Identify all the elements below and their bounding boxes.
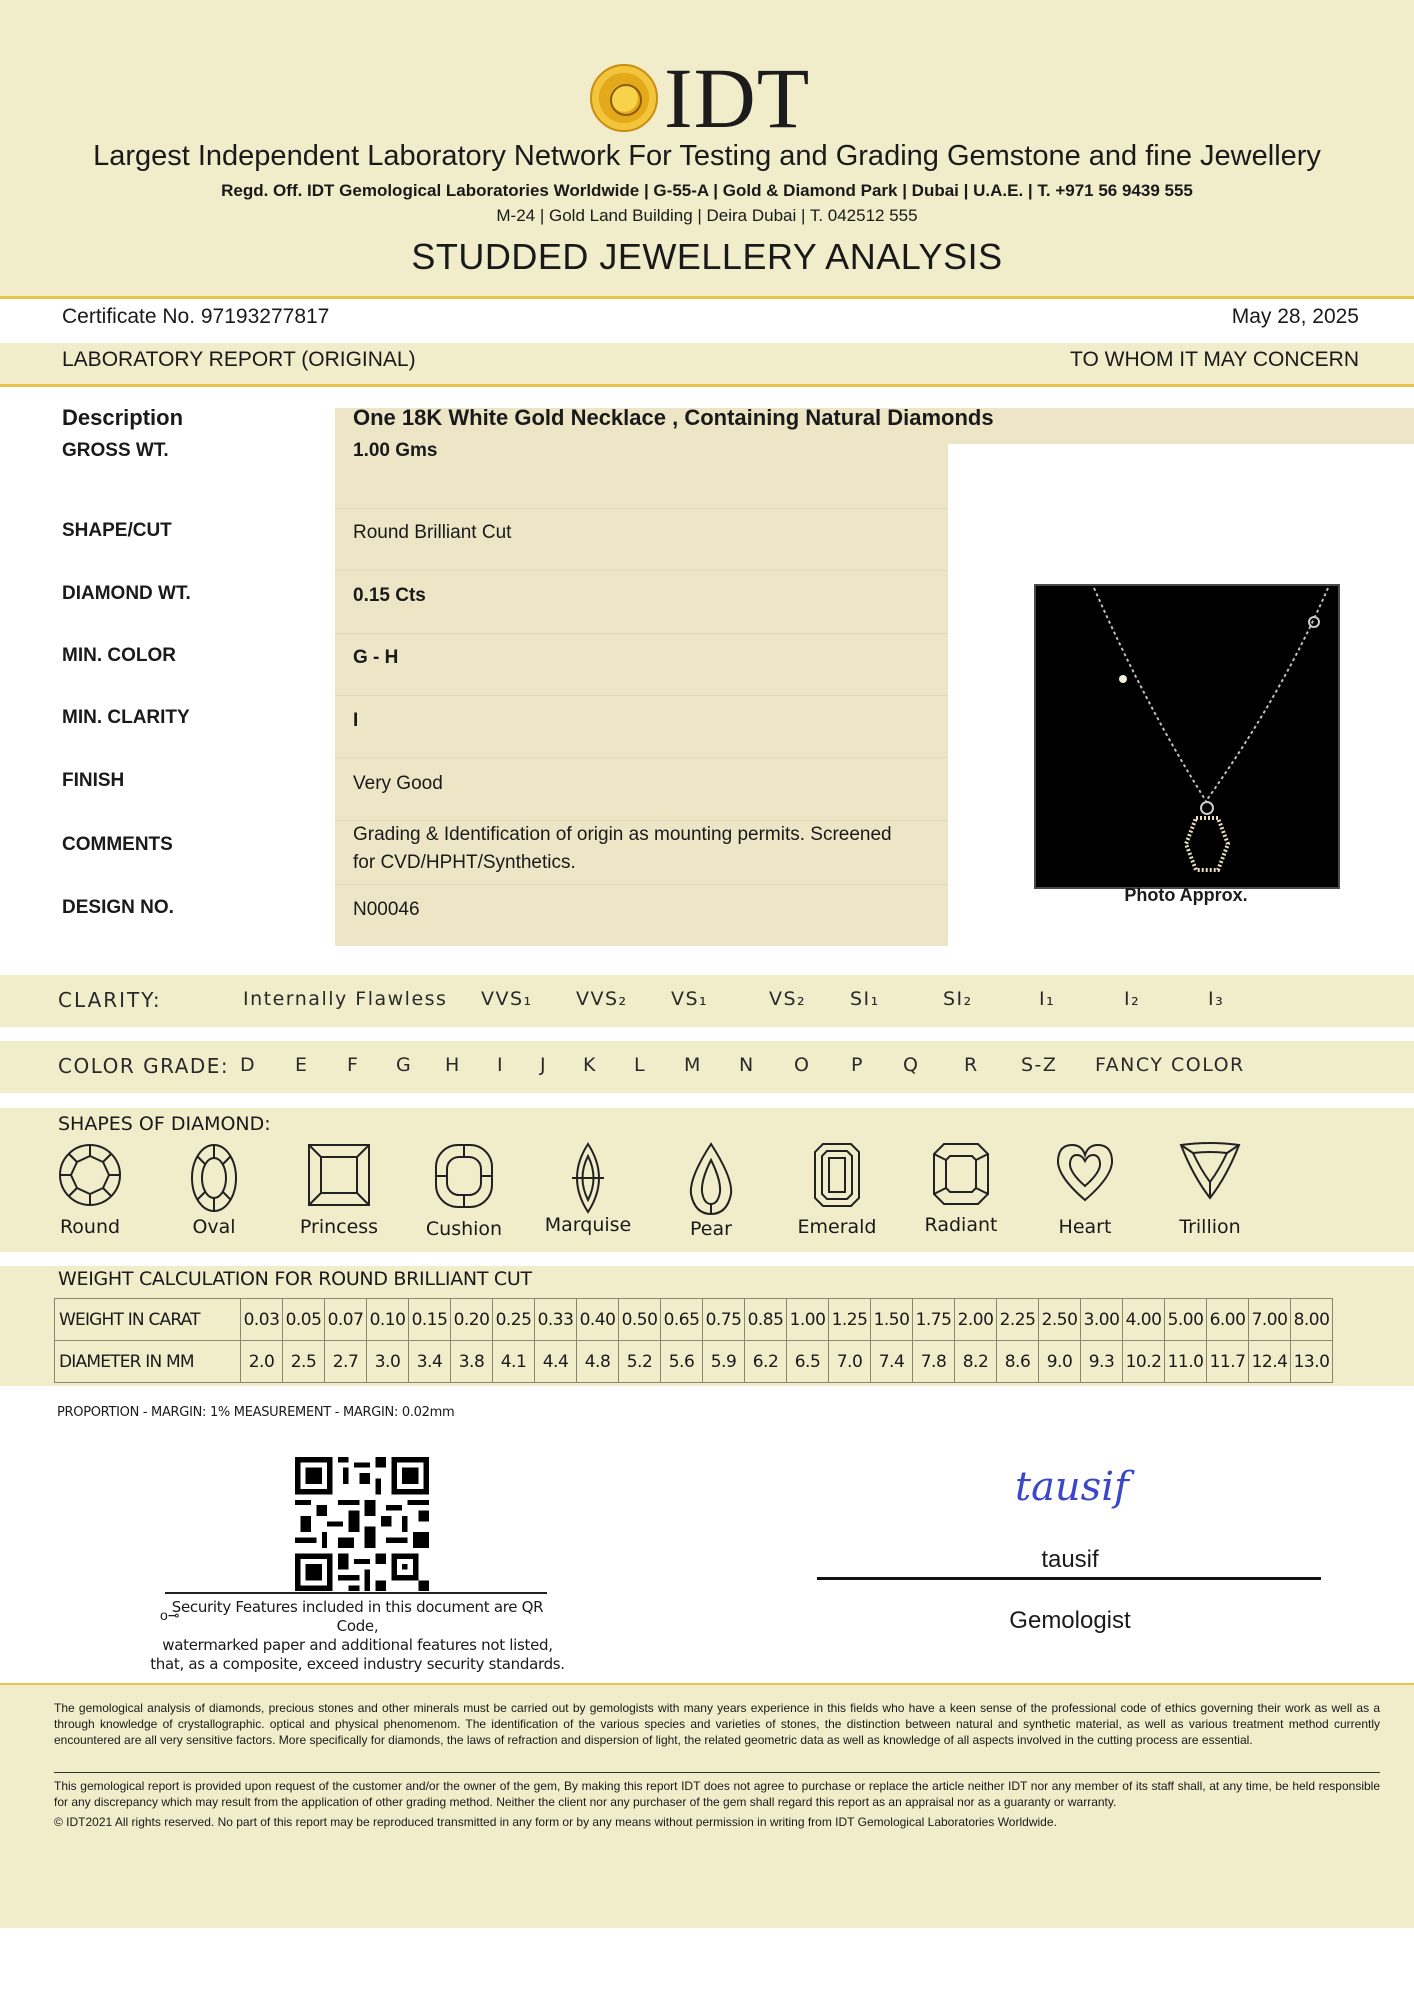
color-scale-label: COLOR GRADE: — [58, 1054, 230, 1078]
shape-oval — [154, 1142, 274, 1238]
security-note — [150, 1598, 565, 1674]
carat-cell: 2.25 — [997, 1299, 1039, 1341]
carat-cell: 0.85 — [745, 1299, 787, 1341]
shape-name: Oval — [192, 1216, 236, 1238]
clarity-value: I — [353, 710, 359, 731]
registered-office: Regd. Off. IDT Gemological Laboratories Worldwide | G-55-A | Gold & Diamond Park | Dubai | U.A.E. | T. +971 56 9439 555 — [221, 181, 1193, 200]
color-m: M — [684, 1054, 702, 1076]
color-p: P — [851, 1054, 864, 1076]
emerald-shape-icon — [813, 1142, 861, 1208]
signature: tausif — [1015, 1464, 1129, 1510]
shape-heart — [1025, 1142, 1145, 1238]
weight-table — [54, 1298, 1333, 1383]
description-value: One 18K White Gold Necklace , Containing Natural Diamonds — [353, 405, 994, 430]
diameter-cell: 12.4 — [1249, 1341, 1291, 1383]
heart-shape-icon — [1055, 1142, 1115, 1202]
color-label: MIN. COLOR — [62, 645, 176, 666]
carat-cell: 0.03 — [241, 1299, 283, 1341]
diameter-cell: 9.0 — [1039, 1341, 1081, 1383]
shapes-title: SHAPES OF DIAMOND: — [58, 1113, 271, 1135]
shape-name: Princess — [299, 1216, 379, 1238]
shape-princess — [279, 1142, 399, 1238]
security-line-2: watermarked paper and additional features not listed, — [162, 1636, 553, 1654]
report-title: STUDDED JEWELLERY ANALYSIS — [411, 236, 1003, 277]
signer-name: tausif — [1041, 1546, 1099, 1573]
trillion-shape-icon — [1179, 1142, 1241, 1200]
description-label: Description — [62, 405, 184, 430]
color-s-z: S-Z — [1021, 1054, 1058, 1076]
shape-round — [30, 1142, 150, 1238]
carat-cell: 0.33 — [535, 1299, 577, 1341]
carat-cell: 0.10 — [367, 1299, 409, 1341]
disclaimer-paragraph-2: This gemological report is provided upon request of the customer and/or the owner of the gem, By making this report IDT does not agree to purchase or replace the article neither IDT nor any member of its staff shall, at any time, be held responsible for any discrepancy which may result from the application of other grading method. Neither the client nor any purchaser of the gem shall regard this report as an appraisal nor as a guaranty or warranty. — [54, 1779, 1380, 1809]
carat-cell: 6.00 — [1207, 1299, 1249, 1341]
shape-marquise — [528, 1142, 648, 1236]
clarity-i3: I₃ — [1208, 988, 1225, 1010]
shape-name: Marquise — [544, 1214, 632, 1236]
security-line-3: that, as a composite, exceed industry security standards. — [150, 1655, 565, 1673]
disclaimer-paragraph-1: The gemological analysis of diamonds, precious stones and other minerals must be carried out by gemologists with many years experience in this fields who have a keen sense of the professional code of ethics governing their work as well as a through knowledge of crystallographic. optical and physical phenomenom. The identification of the various species and varieties of stones, the distinction between natural and synthetic material, as well as various treatment method currently encountered are all very sensitive factors. More specifically for diamonds, the laws of refraction and dispersion of light, the related geometric data as well as knowledge of all aspects involved in the cutting process are essential. — [54, 1701, 1380, 1747]
carat-cell: 0.65 — [661, 1299, 703, 1341]
proportion-margin: PROPORTION - MARGIN: 1% MEASUREMENT - MARGIN: 0.02mm — [57, 1405, 455, 1420]
pear-shape-icon — [687, 1142, 735, 1216]
color-l: L — [634, 1054, 647, 1076]
color-value: G - H — [353, 647, 399, 668]
carat-row — [55, 1299, 1333, 1341]
diameter-cell: 8.6 — [997, 1341, 1039, 1383]
shape-trillion — [1150, 1142, 1270, 1238]
diameter-cell: 7.4 — [871, 1341, 913, 1383]
gross-wt-value: 1.00 Gms — [353, 440, 438, 461]
diameter-cell: 13.0 — [1291, 1341, 1333, 1383]
color-n: N — [739, 1054, 755, 1076]
clarity-i1: I₁ — [1039, 988, 1056, 1010]
diameter-cell: 6.5 — [787, 1341, 829, 1383]
carat-row-label: WEIGHT IN CARAT — [55, 1299, 241, 1341]
shape-name: Emerald — [797, 1216, 877, 1238]
color-k: K — [583, 1054, 597, 1076]
shape-name: Heart — [1058, 1216, 1112, 1238]
shape-radiant — [901, 1142, 1021, 1236]
shape-name: Radiant — [924, 1214, 998, 1236]
finish-label: FINISH — [62, 770, 125, 791]
carat-cell: 0.07 — [325, 1299, 367, 1341]
carat-cell: 0.05 — [283, 1299, 325, 1341]
color-r: R — [964, 1054, 979, 1076]
copyright: © IDT2021 All rights reserved. No part of this report may be reproduced transmitted in any form or by any means without permission in writing from IDT Gemological Laboratories Worldwide. — [54, 1815, 1057, 1829]
cushion-shape-icon — [433, 1142, 495, 1210]
clarity-label: MIN. CLARITY — [62, 707, 190, 728]
shape-value: Round Brilliant Cut — [353, 522, 512, 543]
idt-logo — [590, 50, 811, 146]
address: M-24 | Gold Land Building | Deira Dubai | T. 042512 555 — [496, 206, 918, 225]
clarity-if: Internally Flawless — [243, 988, 448, 1010]
clarity-vs1: VS₁ — [671, 988, 709, 1010]
carat-cell: 1.25 — [829, 1299, 871, 1341]
princess-shape-icon — [306, 1142, 372, 1208]
shape-label: SHAPE/CUT — [62, 520, 172, 541]
carat-cell: 0.75 — [703, 1299, 745, 1341]
comments-value-line-2: for CVD/HPHT/Synthetics. — [353, 852, 576, 873]
diameter-cell: 2.7 — [325, 1341, 367, 1383]
diameter-cell: 5.9 — [703, 1341, 745, 1383]
marquise-shape-icon — [566, 1142, 610, 1214]
diameter-cell: 4.1 — [493, 1341, 535, 1383]
carat-cell: 2.00 — [955, 1299, 997, 1341]
clarity-vvs2: VVS₂ — [576, 988, 628, 1010]
diameter-cell: 5.6 — [661, 1341, 703, 1383]
diameter-cell: 9.3 — [1081, 1341, 1123, 1383]
diameter-cell: 6.2 — [745, 1341, 787, 1383]
shape-name: Round — [59, 1216, 121, 1238]
shape-name: Trillion — [1179, 1216, 1241, 1238]
color-j: J — [540, 1054, 548, 1076]
diameter-cell: 5.2 — [619, 1341, 661, 1383]
clarity-scale-label: CLARITY: — [58, 988, 162, 1012]
color-q: Q — [903, 1054, 920, 1076]
shape-name: Cushion — [425, 1218, 503, 1240]
carat-cell: 1.50 — [871, 1299, 913, 1341]
color-f: F — [347, 1054, 360, 1076]
diameter-cell: 3.0 — [367, 1341, 409, 1383]
weight-table-title: WEIGHT CALCULATION FOR ROUND BRILLIANT CUT — [58, 1268, 532, 1290]
signature-line — [817, 1577, 1321, 1580]
carat-cell: 8.00 — [1291, 1299, 1333, 1341]
signer-role: Gemologist — [1009, 1607, 1131, 1634]
comments-value-line-1: Grading & Identification of origin as mounting permits. Screened — [353, 824, 892, 845]
clarity-si2: SI₂ — [943, 988, 973, 1010]
diameter-cell: 4.4 — [535, 1341, 577, 1383]
clarity-i2: I₂ — [1124, 988, 1141, 1010]
oval-shape-icon — [189, 1142, 239, 1214]
diameter-cell: 2.5 — [283, 1341, 325, 1383]
color-fancy: FANCY COLOR — [1095, 1054, 1245, 1076]
carat-cell: 0.50 — [619, 1299, 661, 1341]
carat-cell: 1.00 — [787, 1299, 829, 1341]
diameter-cell: 3.4 — [409, 1341, 451, 1383]
radiant-shape-icon — [932, 1142, 990, 1206]
tagline: Largest Independent Laboratory Network For Testing and Grading Gemstone and fine Jewellery — [93, 140, 1321, 172]
diameter-row — [55, 1341, 1333, 1383]
key-icon: o⊸ — [160, 1607, 180, 1623]
carat-cell: 2.50 — [1039, 1299, 1081, 1341]
carat-cell: 5.00 — [1165, 1299, 1207, 1341]
security-line-1: Security Features included in this document are QR Code, — [171, 1598, 544, 1635]
diameter-cell: 8.2 — [955, 1341, 997, 1383]
concern: TO WHOM IT MAY CONCERN — [1070, 348, 1359, 371]
gross-wt-label: GROSS WT. — [62, 440, 169, 461]
diameter-cell: 3.8 — [451, 1341, 493, 1383]
diamond-wt-label: DIAMOND WT. — [62, 583, 191, 604]
carat-cell: 4.00 — [1123, 1299, 1165, 1341]
shape-pear — [651, 1142, 771, 1240]
diameter-cell: 7.0 — [829, 1341, 871, 1383]
logo-text: IDT — [664, 50, 811, 146]
diameter-cell: 11.7 — [1207, 1341, 1249, 1383]
diameter-row-label: DIAMETER IN MM — [55, 1341, 241, 1383]
qr-underline — [165, 1592, 547, 1594]
necklace-photo — [1034, 584, 1340, 889]
carat-cell: 1.75 — [913, 1299, 955, 1341]
report-type: LABORATORY REPORT (ORIGINAL) — [62, 348, 416, 371]
carat-cell: 0.15 — [409, 1299, 451, 1341]
carat-cell: 0.25 — [493, 1299, 535, 1341]
color-i: I — [497, 1054, 505, 1076]
clarity-vvs1: VVS₁ — [481, 988, 533, 1010]
color-d: D — [240, 1054, 257, 1076]
design-label: DESIGN NO. — [62, 897, 174, 918]
carat-cell: 0.40 — [577, 1299, 619, 1341]
diamond-wt-value: 0.15 Cts — [353, 585, 426, 606]
shape-cushion — [404, 1142, 524, 1240]
diameter-cell: 2.0 — [241, 1341, 283, 1383]
clarity-si1: SI₁ — [850, 988, 880, 1010]
color-g: G — [396, 1054, 413, 1076]
shape-name: Pear — [690, 1218, 732, 1240]
round-shape-icon — [57, 1142, 123, 1208]
clarity-vs2: VS₂ — [769, 988, 807, 1010]
diameter-cell: 4.8 — [577, 1341, 619, 1383]
color-o: O — [794, 1054, 811, 1076]
comments-label: COMMENTS — [62, 834, 173, 855]
qr-code-icon — [295, 1457, 429, 1591]
design-value: N00046 — [353, 899, 420, 920]
report-date: May 28, 2025 — [1231, 305, 1359, 328]
diameter-cell: 11.0 — [1165, 1341, 1207, 1383]
carat-cell: 3.00 — [1081, 1299, 1123, 1341]
color-e: E — [295, 1054, 309, 1076]
shape-emerald — [777, 1142, 897, 1238]
diameter-cell: 10.2 — [1123, 1341, 1165, 1383]
carat-cell: 7.00 — [1249, 1299, 1291, 1341]
photo-caption: Photo Approx. — [1124, 885, 1248, 905]
certificate-number: Certificate No. 97193277817 — [62, 305, 330, 328]
carat-cell: 0.20 — [451, 1299, 493, 1341]
finish-value: Very Good — [353, 773, 443, 794]
color-h: H — [445, 1054, 461, 1076]
diameter-cell: 7.8 — [913, 1341, 955, 1383]
seal-icon — [590, 64, 658, 132]
